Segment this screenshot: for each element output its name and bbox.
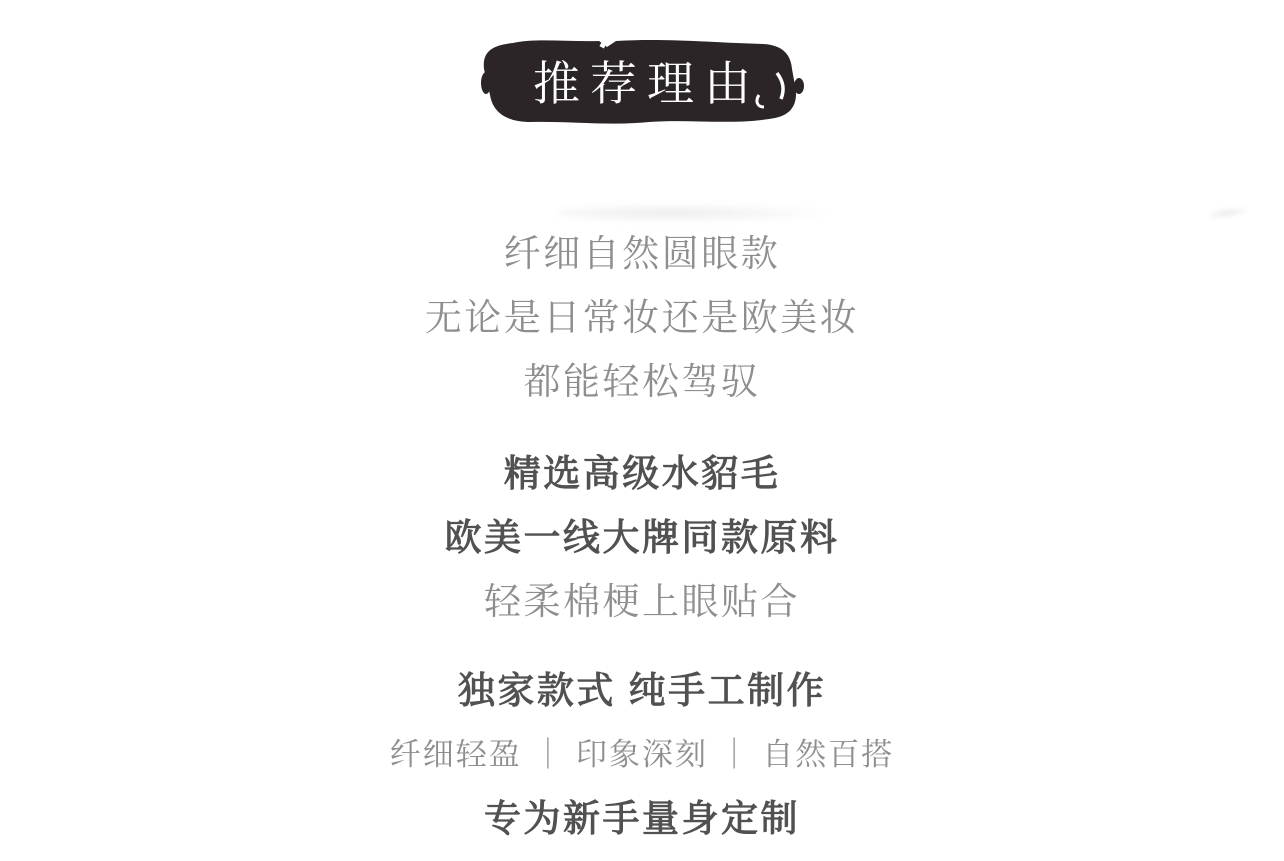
reason-line-easy: 都能轻松驾驭 <box>523 361 761 402</box>
reason-line-cotton: 轻柔棉梗上眼贴合 <box>484 581 800 622</box>
reasons-content <box>0 222 1284 851</box>
ghost-artifact-small <box>1205 205 1251 221</box>
reason-section-fit <box>0 222 1284 414</box>
reason-line-handmade: 独家款式 纯手工制作 <box>457 670 827 711</box>
recommendation-badge <box>477 33 807 131</box>
reason-line-mink: 精选高级水貂毛 <box>503 453 781 494</box>
reason-section-craft <box>0 659 1284 851</box>
reason-section-material <box>0 442 1284 634</box>
badge-title: 推荐理由 <box>533 56 761 110</box>
ghost-artifact <box>556 203 841 223</box>
reason-line-brand: 欧美一线大牌同款原料 <box>444 517 840 558</box>
reason-line-features: 纤细轻盈 ｜ 印象深刻 ｜ 自然百搭 <box>389 737 895 772</box>
reason-line-beginner: 专为新手量身定制 <box>484 798 800 839</box>
reason-line-style: 纤细自然圆眼款 <box>503 233 781 274</box>
reason-line-makeup: 无论是日常妆还是欧美妆 <box>424 297 860 338</box>
